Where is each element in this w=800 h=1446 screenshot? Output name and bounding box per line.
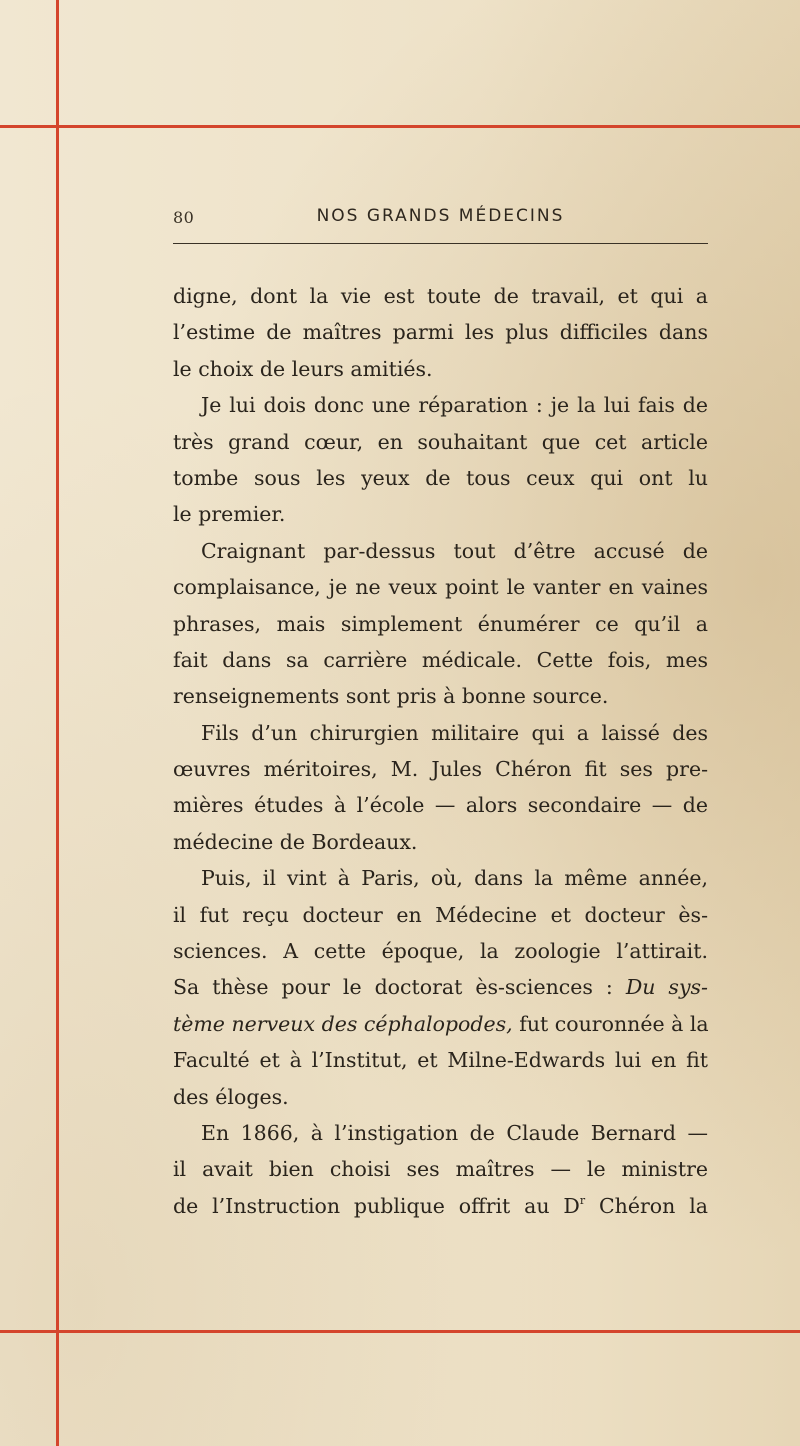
text-line: il avait bien choisi ses maîtres — le ministre <box>173 1157 708 1182</box>
text-line: le premier. <box>173 502 286 527</box>
text-line: tombe sous les yeux de tous ceux qui ont lu <box>173 465 708 490</box>
text-line: œuvres méritoires, M. Jules Chéron fit ses pre- <box>173 757 708 782</box>
text-line-mixed <box>173 969 708 1005</box>
text-segment: fut couronnée à la <box>519 1011 709 1036</box>
text-line: renseignements sont pris à bonne source. <box>173 684 609 709</box>
text-line: Faculté et à l’Institut, et Milne-Edwards lui en fit <box>173 1048 708 1073</box>
text-line-mixed <box>173 1006 708 1042</box>
page-number: 80 <box>173 208 195 227</box>
text-line: En 1866, à l’instigation de Claude Bernard — <box>201 1120 708 1145</box>
superscript: r <box>579 1193 586 1207</box>
italic-title-segment: tème nerveux des céphalopodes, <box>173 1011 513 1036</box>
running-head: NOS GRANDS MÉDECINS <box>316 206 565 226</box>
text-line: complaisance, je ne veux point le vanter en vaines <box>173 575 708 600</box>
text-line: très grand cœur, en souhaitant que cet article <box>173 429 708 454</box>
text-line: il fut reçu docteur en Médecine et docteur ès- <box>173 902 708 927</box>
text-line: des éloges. <box>173 1084 289 1109</box>
text-segment: Sa thèse pour le doctorat ès-sciences : <box>173 975 613 1000</box>
text-line: le choix de leurs amitiés. <box>173 356 433 381</box>
text-line-mixed <box>173 1188 708 1224</box>
text-line: phrases, mais simplement énumérer ce qu’il a <box>173 611 708 636</box>
text-line: Puis, il vint à Paris, où, dans la même année, <box>201 866 708 891</box>
text-line: l’estime de maîtres parmi les plus difficiles dans <box>173 320 708 345</box>
text-segment: de l’Instruction publique offrit au D <box>173 1193 580 1218</box>
text-line: Fils d’un chirurgien militaire qui a laissé des <box>201 720 708 745</box>
text-line: médecine de Bordeaux. <box>173 829 418 854</box>
margin-rule-bottom <box>0 1330 800 1333</box>
text-line: Je lui dois donc une réparation : je la lui fais de <box>201 393 708 418</box>
text-line: sciences. A cette époque, la zoologie l’attirait. <box>173 939 708 964</box>
text-line: Craignant par-dessus tout d’être accusé de <box>201 538 708 563</box>
text-line: mières études à l’école — alors secondaire — de <box>173 793 708 818</box>
margin-rule-vertical <box>56 0 59 1446</box>
margin-rule-top <box>0 125 800 128</box>
page-header <box>173 206 708 236</box>
text-segment: Chéron la <box>598 1193 708 1218</box>
text-line: fait dans sa carrière médicale. Cette fois, mes <box>173 647 708 672</box>
text-line: digne, dont la vie est toute de travail, et qui a <box>173 284 708 308</box>
italic-title-segment: Du sys- <box>625 975 708 1000</box>
header-rule <box>173 243 708 244</box>
body-text <box>173 278 708 1224</box>
